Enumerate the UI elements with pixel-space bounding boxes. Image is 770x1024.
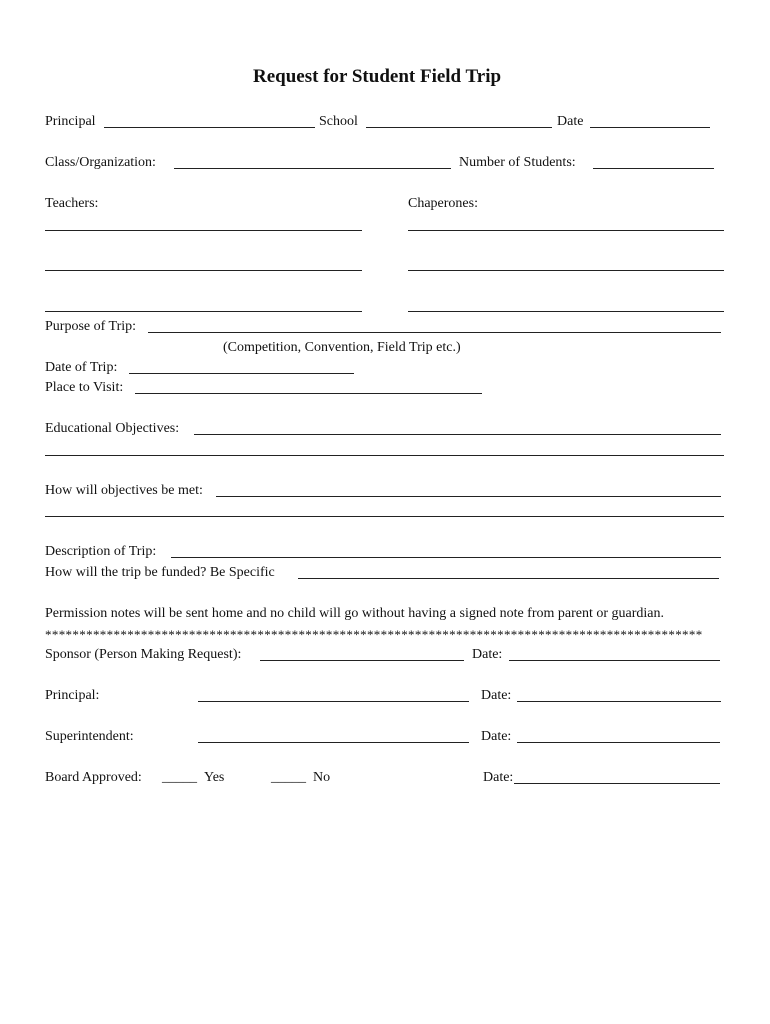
chaperone-field-2[interactable] bbox=[408, 270, 724, 271]
form-title: Request for Student Field Trip bbox=[253, 66, 502, 87]
chaperone-field-1[interactable] bbox=[408, 230, 724, 231]
board-yes-label: Yes bbox=[204, 770, 225, 785]
description-field[interactable] bbox=[171, 557, 721, 558]
date-of-trip-field[interactable] bbox=[129, 373, 354, 374]
purpose-field[interactable] bbox=[148, 332, 721, 333]
purpose-label: Purpose of Trip: bbox=[45, 319, 137, 334]
class-organization-field[interactable] bbox=[174, 168, 451, 169]
principal-date-field[interactable] bbox=[517, 701, 721, 702]
number-of-students-field[interactable] bbox=[593, 168, 714, 169]
superintendent-date-label: Date: bbox=[481, 729, 512, 744]
principal-signature-field[interactable] bbox=[198, 701, 469, 702]
board-approved-label: Board Approved: bbox=[45, 770, 142, 785]
board-date-field[interactable] bbox=[514, 783, 720, 784]
objectives-met-field[interactable] bbox=[216, 496, 721, 497]
sponsor-field[interactable] bbox=[260, 660, 464, 661]
purpose-hint: (Competition, Convention, Field Trip etc.) bbox=[223, 340, 461, 355]
board-no-label: No bbox=[313, 770, 331, 785]
description-label: Description of Trip: bbox=[45, 544, 157, 559]
board-date-label: Date: bbox=[483, 770, 514, 785]
educational-objectives-label: Educational Objectives: bbox=[45, 421, 180, 436]
date-field[interactable] bbox=[590, 127, 710, 128]
school-label: School bbox=[319, 114, 358, 129]
board-no-blank[interactable]: _____ bbox=[271, 770, 306, 785]
permission-note: Permission notes will be sent home and no child will go without having a signed note from parent or guardian. bbox=[45, 606, 665, 621]
teacher-field-1[interactable] bbox=[45, 230, 362, 231]
sponsor-date-field[interactable] bbox=[509, 660, 720, 661]
board-yes-blank[interactable]: _____ bbox=[162, 770, 197, 785]
date-of-trip-label: Date of Trip: bbox=[45, 360, 118, 375]
principal-label: Principal bbox=[45, 114, 96, 129]
superintendent-label: Superintendent: bbox=[45, 729, 134, 744]
teacher-field-2[interactable] bbox=[45, 270, 362, 271]
principal-signature-label: Principal: bbox=[45, 688, 100, 703]
objectives-met-field-2[interactable] bbox=[45, 516, 724, 517]
principal-date-label: Date: bbox=[481, 688, 512, 703]
school-field[interactable] bbox=[366, 127, 552, 128]
separator-line: ************************************************************************************************ bbox=[45, 627, 703, 642]
chaperones-label: Chaperones: bbox=[408, 196, 478, 211]
place-to-visit-field[interactable] bbox=[135, 393, 482, 394]
funding-label: How will the trip be funded? Be Specific bbox=[45, 565, 275, 580]
chaperone-field-3[interactable] bbox=[408, 311, 724, 312]
class-organization-label: Class/Organization: bbox=[45, 155, 156, 170]
principal-field[interactable] bbox=[104, 127, 315, 128]
place-to-visit-label: Place to Visit: bbox=[45, 380, 124, 395]
objectives-met-label: How will objectives be met: bbox=[45, 483, 203, 498]
teachers-label: Teachers: bbox=[45, 196, 99, 211]
educational-objectives-field[interactable] bbox=[194, 434, 721, 435]
sponsor-label: Sponsor (Person Making Request): bbox=[45, 647, 242, 662]
educational-objectives-field-2[interactable] bbox=[45, 455, 724, 456]
number-of-students-label: Number of Students: bbox=[459, 155, 576, 170]
date-label: Date bbox=[557, 114, 584, 129]
sponsor-date-label: Date: bbox=[472, 647, 503, 662]
teacher-field-3[interactable] bbox=[45, 311, 362, 312]
superintendent-date-field[interactable] bbox=[517, 742, 720, 743]
funding-field[interactable] bbox=[298, 578, 719, 579]
superintendent-field[interactable] bbox=[198, 742, 469, 743]
